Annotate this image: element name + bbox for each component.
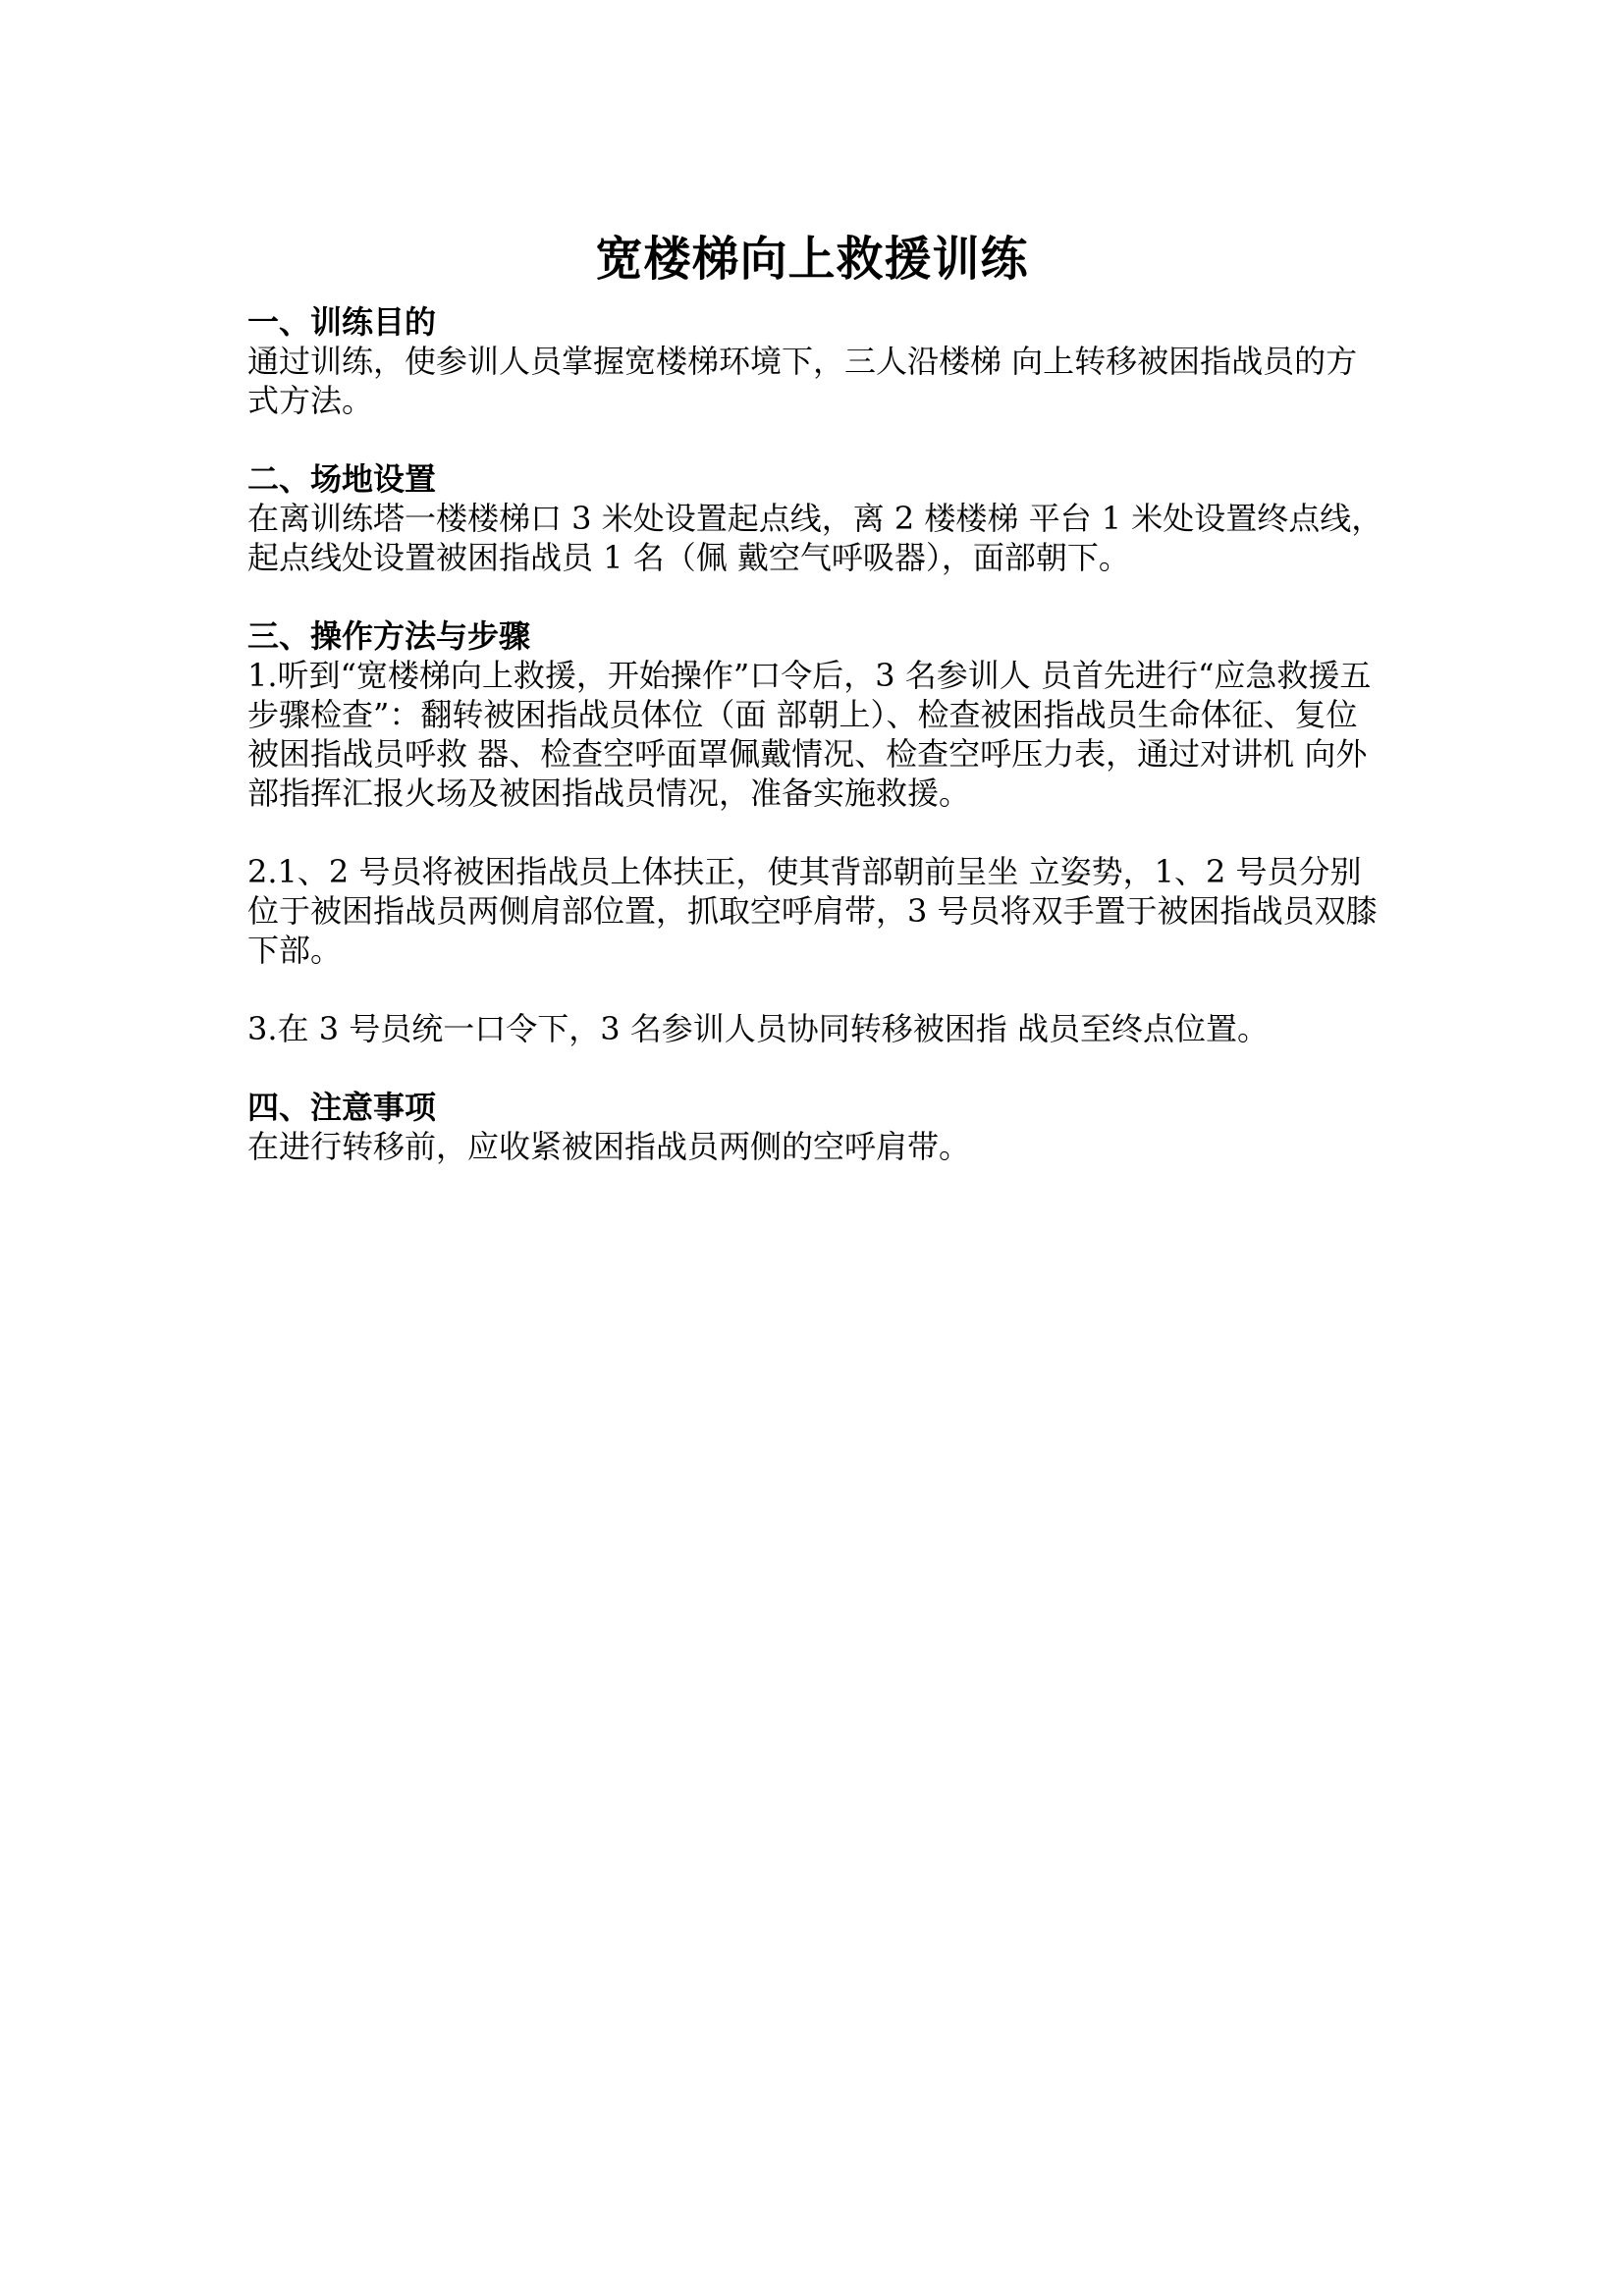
step-paragraph: 3.在 3 号员统一口令下，3 名参训人员协同转移被困指 战员至终点位置。 xyxy=(247,1010,1269,1047)
section-heading: 三、操作方法与步骤 xyxy=(247,617,531,655)
step-paragraph: 2.1、2 号员将被困指战员上体扶正，使其背部朝前呈坐 立姿势，1、2 号员分别位于被困指战员两侧肩部位置，抓取空呼肩带，3 号员将双手置于被困指战员双膝下部。 xyxy=(247,853,1378,969)
section-paragraph: 通过训练，使参训人员掌握宽楼梯环境下，三人沿楼梯 向上转移被困指战员的方式方法。 xyxy=(247,343,1358,419)
section-precautions xyxy=(247,1088,1386,1166)
section-operation-steps xyxy=(247,616,1386,1048)
section-training-purpose xyxy=(247,302,1386,420)
step-paragraph: 1.听到“宽楼梯向上救援，开始操作”口令后，3 名参训人 员首先进行“应急救援五步骤检查”：翻转被困指战员体位（面 部朝上）、检查被困指战员生命体征、复位被困指战员呼救 器、检查空呼面罩佩戴情况、检查空呼压力表，通过对讲机 向外部指挥汇报火场及被困指战员情况，准备实施救援。 xyxy=(247,657,1372,812)
section-heading: 四、注意事项 xyxy=(247,1089,437,1126)
section-heading: 一、训练目的 xyxy=(247,303,437,341)
document-title: 宽楼梯向上救援训练 xyxy=(595,232,1029,287)
section-paragraph: 在离训练塔一楼楼梯口 3 米处设置起点线，离 2 楼楼梯 平台 1 米处设置终点线，起点线处设置被困指战员 1 名（佩 戴空气呼吸器），面部朝下。 xyxy=(247,500,1383,576)
section-paragraph: 在进行转移前，应收紧被困指战员两侧的空呼肩带。 xyxy=(247,1128,971,1165)
document-body xyxy=(247,302,1386,1205)
section-heading: 二、场地设置 xyxy=(247,460,437,498)
section-site-setup xyxy=(247,459,1386,577)
